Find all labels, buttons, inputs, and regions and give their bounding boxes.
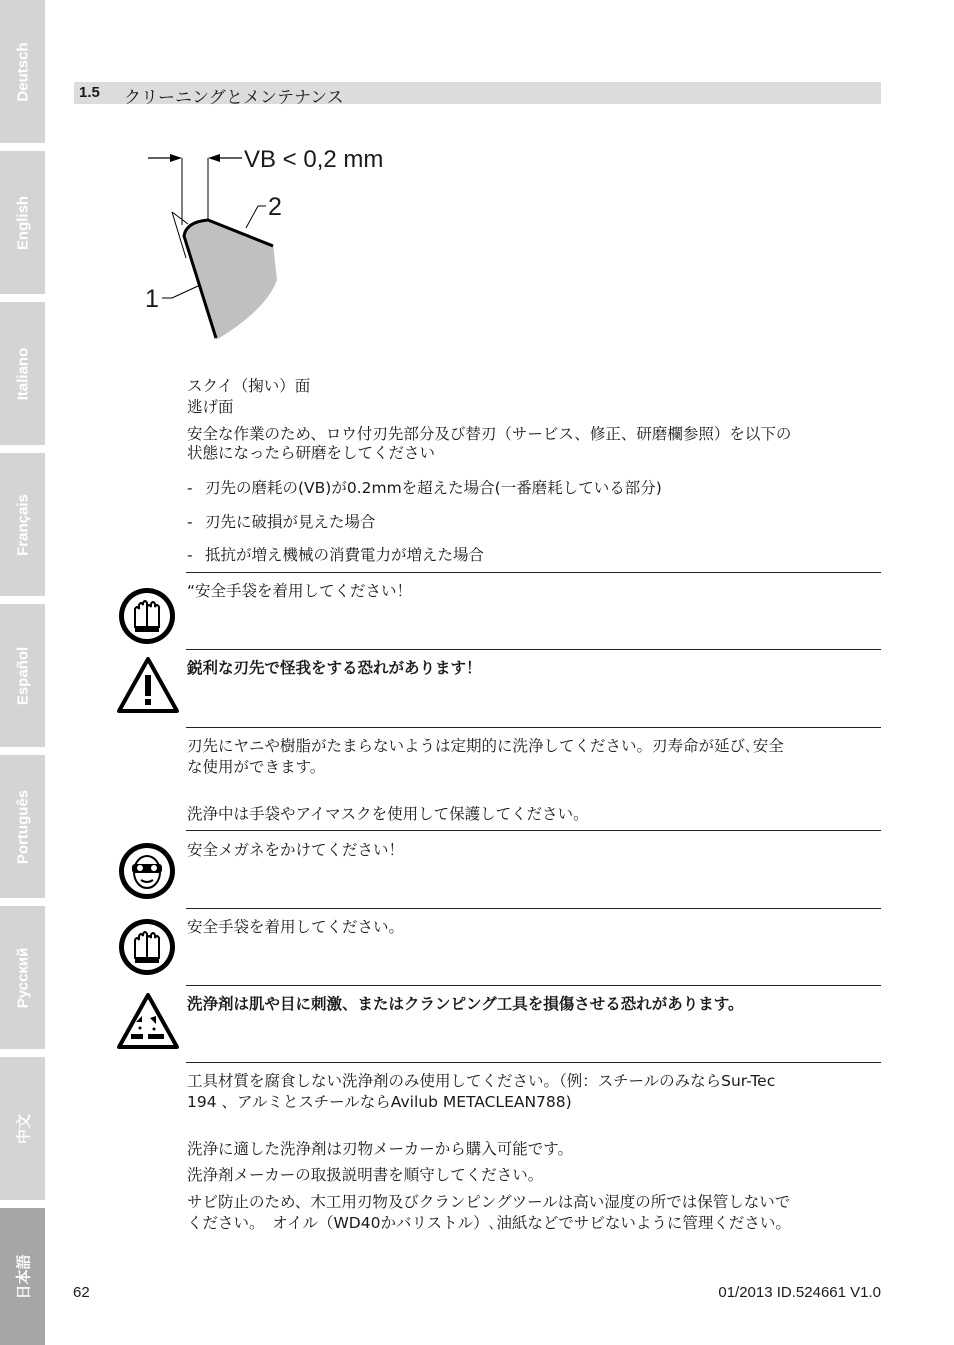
tab-italiano[interactable]	[0, 302, 45, 445]
warning-cleaning-agent: 洗浄剤は肌や目に刺激、またはクランピング工具を損傷させる恐れがあります。	[187, 995, 744, 1013]
agent-line-2: 194 、アルミとスチールならAvilub METACLEAN788)	[187, 1093, 572, 1111]
tab-portugues[interactable]	[0, 755, 45, 898]
original-tip-line-a	[172, 212, 188, 224]
clean-line-2: な使用ができます。	[187, 758, 326, 776]
intro-line-2: 状態になったら研磨をしてください	[187, 444, 436, 462]
document-id: 01/2013 ID.524661 V1.0	[718, 1284, 881, 1301]
notice-gloves-2: 安全手袋を着用してください。	[187, 918, 405, 936]
list-item-bullet: -	[187, 546, 193, 564]
tab-russian[interactable]	[0, 906, 45, 1049]
notice-gloves-1: “安全手袋を着用してください！	[187, 582, 413, 600]
leader-2	[246, 206, 258, 228]
tab-deutsch[interactable]	[0, 0, 45, 143]
tab-english[interactable]	[0, 151, 45, 294]
tab-label: Русский	[14, 947, 31, 1008]
vb-label: VB < 0,2 mm	[244, 146, 384, 173]
tab-label: Deutsch	[14, 41, 31, 102]
warning-triangle-icon	[116, 656, 180, 714]
tab-label: Français	[14, 493, 31, 556]
divider	[186, 572, 881, 573]
section-number: 1.5	[79, 84, 100, 101]
leader-1b	[172, 286, 198, 298]
legend-item-2: 逃げ面	[187, 398, 234, 416]
section-heading	[74, 82, 881, 108]
legend-item-1: スクイ（掬い）面	[187, 377, 311, 395]
safety-gloves-icon	[116, 916, 178, 978]
list-item-bullet: -	[187, 513, 193, 531]
section-title: クリーニングとメンテナンス	[124, 88, 344, 108]
warning-sharp-edges: 鋭利な刃先で怪我をする恐れがあります！	[187, 659, 482, 677]
tab-label: 日本語	[15, 1253, 32, 1300]
tab-chinese[interactable]	[0, 1057, 45, 1200]
divider	[186, 727, 881, 728]
divider	[186, 649, 881, 650]
corrosive-warning-icon	[116, 992, 180, 1050]
protect-note: 洗浄中は手袋やアイマスクを使用して保護してください。	[187, 805, 589, 823]
rust-line-2: ください。 オイル（WD40かバリストル）､油紙などでサビないように管理ください。	[187, 1214, 791, 1232]
label-1: 1	[145, 285, 159, 313]
tab-label: English	[14, 195, 31, 250]
tab-espanol[interactable]	[0, 604, 45, 747]
list-item: 抵抗が増え機械の消費電力が増えた場合	[205, 546, 485, 564]
buy-note: 洗浄に適した洗浄剤は刃物メーカーから購入可能です。	[187, 1140, 573, 1158]
agent-line-1: 工具材質を腐食しない洗浄剤のみ使用してください。（例：スチールのみならSur-Tec	[187, 1072, 776, 1090]
safety-gloves-icon	[116, 585, 178, 647]
tab-label: Español	[14, 646, 31, 705]
language-sidebar	[0, 0, 45, 1345]
vb-arrow-right-head	[208, 154, 220, 162]
vb-arrow-left-head	[170, 154, 182, 162]
page-number: 62	[73, 1284, 90, 1301]
tab-japanese[interactable]	[0, 1208, 45, 1345]
divider	[186, 830, 881, 831]
rust-line-1: サビ防止のため、木工用刃物及びクランピングツールは高い湿度の所では保管しないで	[187, 1193, 791, 1211]
list-item: 刃先に破損が見えた場合	[205, 513, 376, 531]
tab-francais[interactable]	[0, 453, 45, 596]
list-item-bullet: -	[187, 479, 193, 497]
label-2: 2	[268, 193, 282, 221]
list-item: 刃先の磨耗の(VB)が0.2mmを超えた場合(一番磨耗している部分)	[205, 479, 662, 497]
tab-label: Português	[14, 789, 31, 864]
manual-note: 洗浄剤メーカーの取扱説明書を順守してください。	[187, 1166, 544, 1184]
notice-goggles: 安全メガネをかけてください！	[187, 841, 405, 859]
divider	[186, 985, 881, 986]
tab-label: Italiano	[14, 347, 31, 400]
divider	[186, 908, 881, 909]
clean-line-1: 刃先にヤニや樹脂がたまらないようは定期的に洗浄してください。刃寿命が延び､安全	[187, 737, 784, 755]
safety-goggles-icon	[116, 840, 178, 902]
tab-label: 中文	[15, 1113, 32, 1144]
intro-line-1: 安全な作業のため、ロウ付刃先部分及び替刃（サービス、修正、研磨欄参照）を以下の	[187, 425, 792, 443]
divider	[186, 1062, 881, 1063]
